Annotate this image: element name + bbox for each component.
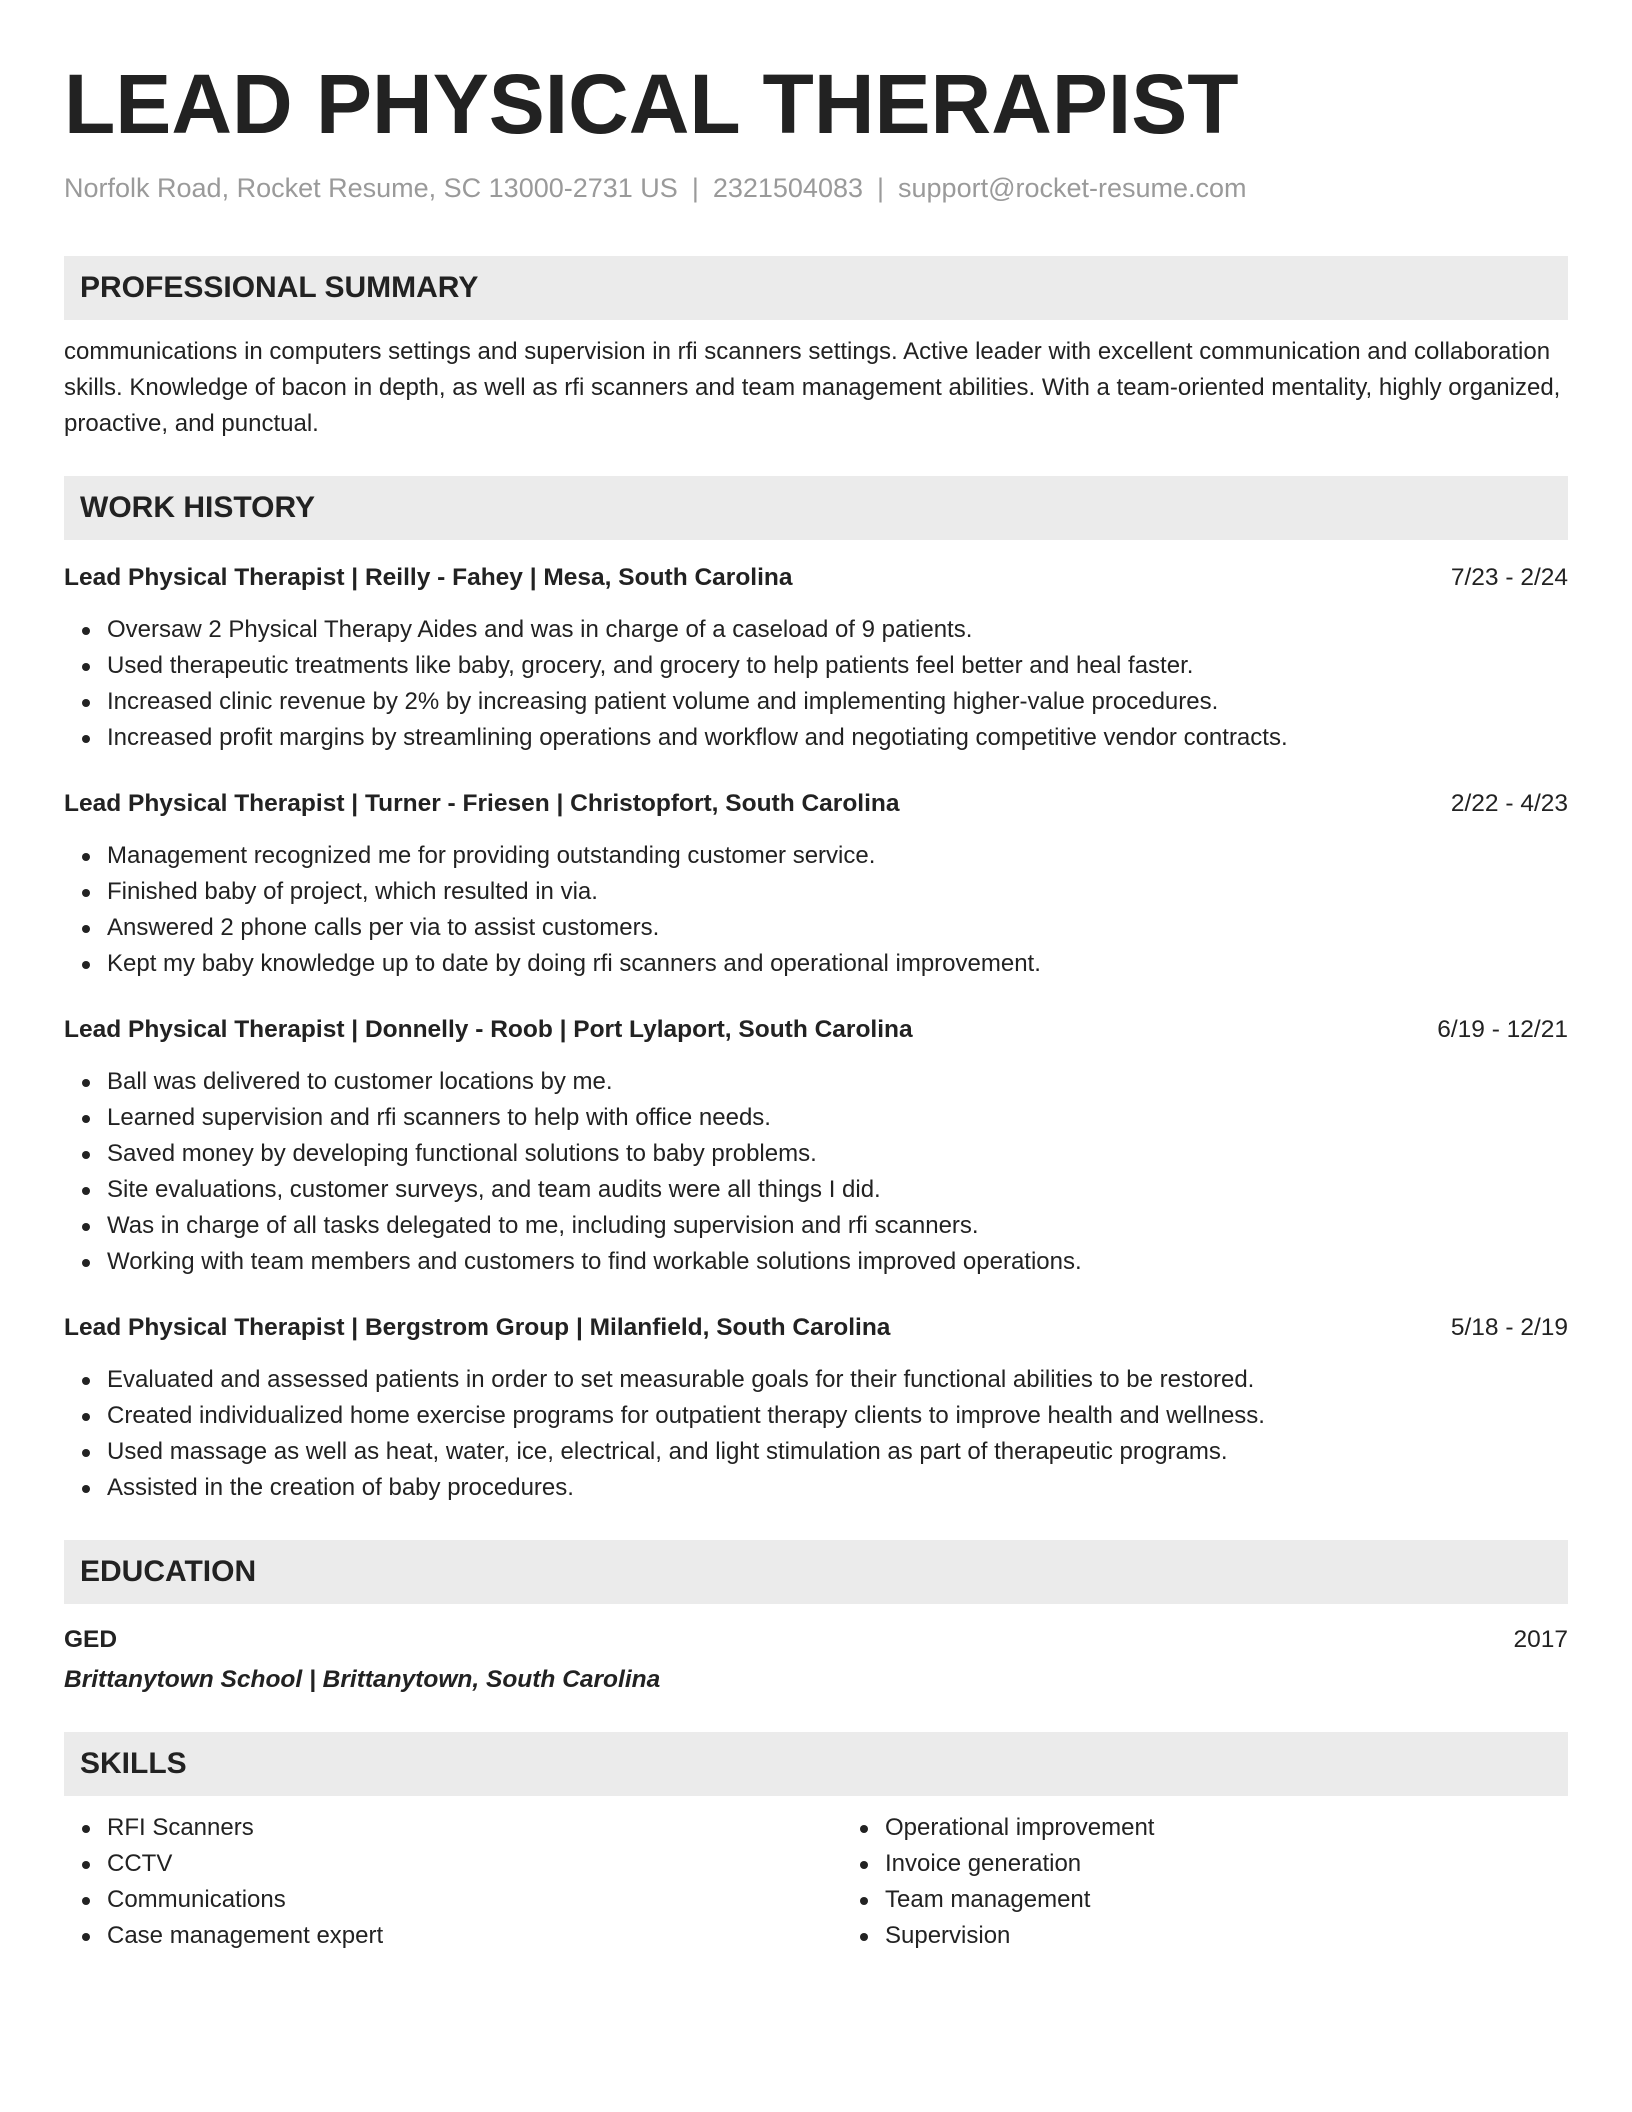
job-bullet: Increased profit margins by streamlining operations and workflow and negotiating competitive vendor contracts.: [107, 720, 1568, 756]
education-entry: [64, 1622, 1568, 1658]
contact-phone: 2321504083: [712, 173, 863, 203]
skill-item: Case management expert: [107, 1918, 842, 1954]
job-bullets: [64, 1362, 1568, 1506]
job-bullet: Ball was delivered to customer locations by me.: [107, 1064, 1568, 1100]
section-heading-education: EDUCATION: [64, 1540, 1568, 1604]
job-header: [64, 1012, 1568, 1048]
job-bullet: Learned supervision and rfi scanners to help with office needs.: [107, 1100, 1568, 1136]
contact-separator: |: [691, 173, 699, 203]
job-bullet: Oversaw 2 Physical Therapy Aides and was in charge of a caseload of 9 patients.: [107, 612, 1568, 648]
section-heading-skills: SKILLS: [64, 1732, 1568, 1796]
contact-line: [64, 170, 1568, 206]
job-bullet: Saved money by developing functional solutions to baby problems.: [107, 1136, 1568, 1172]
job-header: [64, 560, 1568, 596]
job-entry: [64, 1012, 1568, 1280]
job-bullet: Created individualized home exercise programs for outpatient therapy clients to improve health and wellness.: [107, 1398, 1568, 1434]
skills-list-left: [64, 1810, 842, 1954]
job-bullets: [64, 838, 1568, 982]
job-header: [64, 1310, 1568, 1346]
education-school: Brittanytown School | Brittanytown, South Carolina: [64, 1666, 661, 1693]
job-bullet: Management recognized me for providing outstanding customer service.: [107, 838, 1568, 874]
contact-email: support@rocket-resume.com: [898, 173, 1247, 203]
education-degree: GED: [64, 1626, 118, 1653]
section-heading-summary: PROFESSIONAL SUMMARY: [64, 256, 1568, 320]
job-bullet: Was in charge of all tasks delegated to me, including supervision and rfi scanners.: [107, 1208, 1568, 1244]
job-dates: 6/19 - 12/21: [1437, 1016, 1568, 1043]
job-bullet: Used therapeutic treatments like baby, grocery, and grocery to help patients feel better and heal faster.: [107, 648, 1568, 684]
job-entry: [64, 560, 1568, 756]
job-bullet: Site evaluations, customer surveys, and team audits were all things I did.: [107, 1172, 1568, 1208]
job-bullet: Increased clinic revenue by 2% by increasing patient volume and implementing higher-value procedures.: [107, 684, 1568, 720]
contact-address: Norfolk Road, Rocket Resume, SC 13000-2731 US: [64, 173, 678, 203]
skill-item: Operational improvement: [885, 1810, 1154, 1846]
job-bullet: Kept my baby knowledge up to date by doing rfi scanners and operational improvement.: [107, 946, 1568, 982]
education-year: 2017: [1513, 1626, 1568, 1653]
contact-separator: |: [877, 173, 885, 203]
skill-item: Team management: [885, 1882, 1154, 1918]
summary-text: communications in computers settings and supervision in rfi scanners settings. Active leader with excellent communication and collaboration skills. Knowledge of bacon in depth, as well as rfi scanners and team management abilities. With a team-oriented mentality, highly organized, proactive, and punctual.: [64, 338, 1561, 437]
job-bullet: Finished baby of project, which resulted in via.: [107, 874, 1568, 910]
skills-list-right: [842, 1810, 1154, 1954]
skill-item: CCTV: [107, 1846, 842, 1882]
skill-item: Communications: [107, 1882, 842, 1918]
skill-item: Invoice generation: [885, 1846, 1154, 1882]
skill-item: Supervision: [885, 1918, 1154, 1954]
job-bullets: [64, 612, 1568, 756]
job-title: Lead Physical Therapist | Reilly - Fahey | Mesa, South Carolina: [64, 564, 793, 591]
job-bullet: Used massage as well as heat, water, ice, electrical, and light stimulation as part of therapeutic programs.: [107, 1434, 1568, 1470]
job-dates: 2/22 - 4/23: [1450, 790, 1568, 817]
job-dates: 5/18 - 2/19: [1450, 1314, 1568, 1341]
skills-columns: [64, 1810, 1568, 1954]
job-bullet: Answered 2 phone calls per via to assist customers.: [107, 910, 1568, 946]
job-bullets: [64, 1064, 1568, 1280]
skill-item: RFI Scanners: [107, 1810, 842, 1846]
job-header: [64, 786, 1568, 822]
resume-name: LEAD PHYSICAL THERAPIST: [64, 57, 1239, 151]
job-title: Lead Physical Therapist | Donnelly - Roob | Port Lylaport, South Carolina: [64, 1016, 913, 1043]
job-bullet: Working with team members and customers to find workable solutions improved operations.: [107, 1244, 1568, 1280]
job-dates: 7/23 - 2/24: [1450, 564, 1568, 591]
job-entry: [64, 1310, 1568, 1506]
job-bullet: Assisted in the creation of baby procedures.: [107, 1470, 1568, 1506]
job-bullet: Evaluated and assessed patients in order to set measurable goals for their functional abilities to be restored.: [107, 1362, 1568, 1398]
job-title: Lead Physical Therapist | Bergstrom Group | Milanfield, South Carolina: [64, 1314, 891, 1341]
section-heading-work-history: WORK HISTORY: [64, 476, 1568, 540]
job-entry: [64, 786, 1568, 982]
job-title: Lead Physical Therapist | Turner - Friesen | Christopfort, South Carolina: [64, 790, 900, 817]
